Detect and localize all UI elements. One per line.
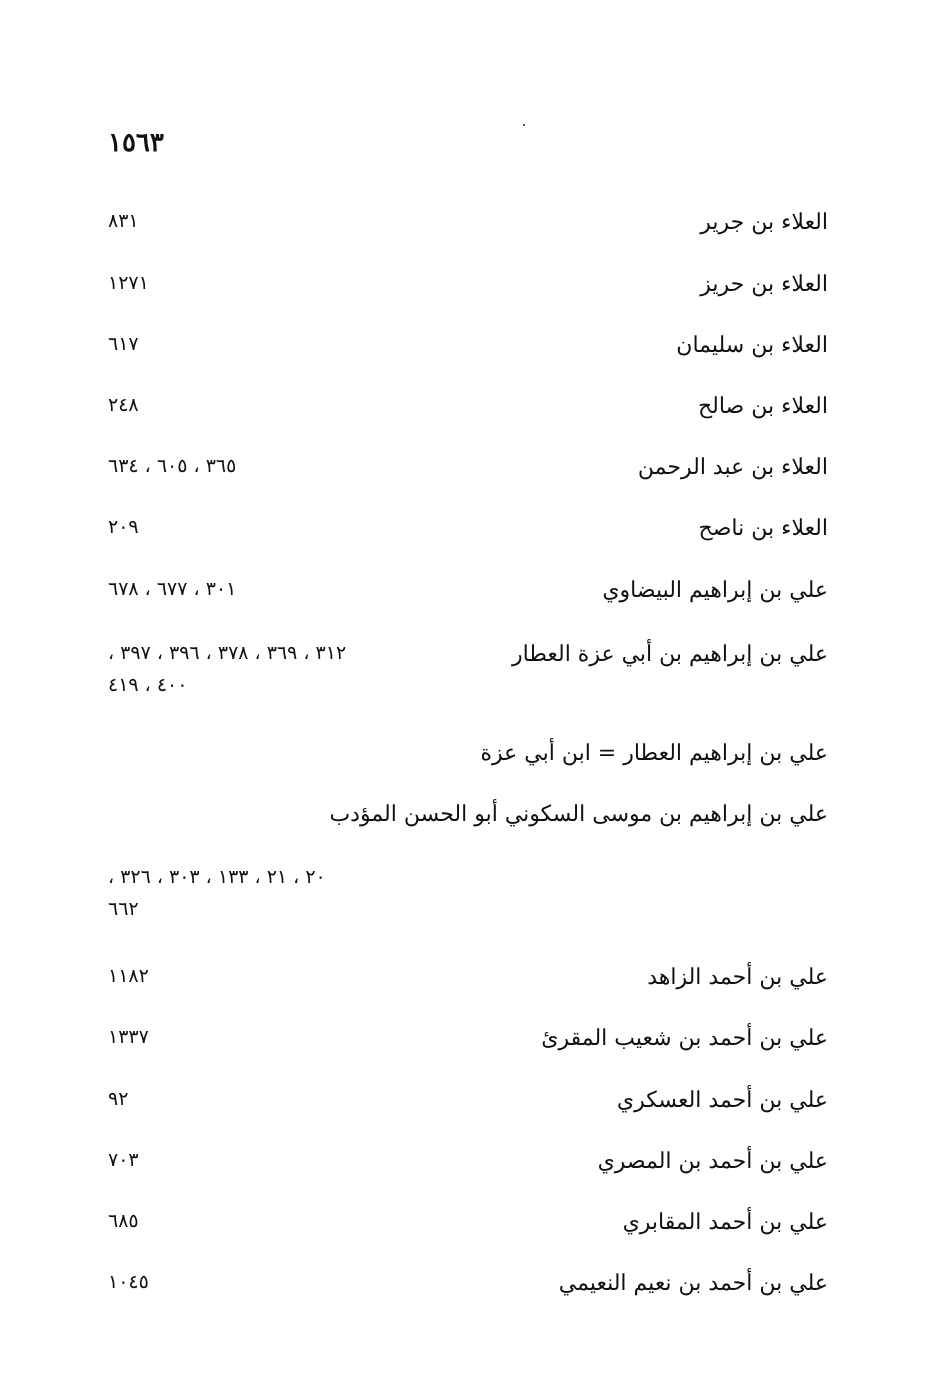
entry-name: علي بن أحمد العسكري <box>616 1088 828 1113</box>
entry-pages: ٨٣١ <box>108 210 139 232</box>
entry-name: العلاء بن ناصح <box>698 516 828 541</box>
index-entry <box>108 866 828 938</box>
entry-name: علي بن أحمد بن المصري <box>597 1149 828 1174</box>
entry-pages-continued: ٤٠٠ ، ٤١٩ <box>108 674 188 696</box>
entry-name: علي بن إبراهيم البيضاوي <box>602 578 828 603</box>
entry-name: العلاء بن جرير <box>700 210 828 235</box>
entry-name: علي بن أحمد الزاهد <box>647 965 828 990</box>
entry-pages: ٩٢ <box>108 1088 129 1110</box>
entry-name: العلاء بن حريز <box>700 272 828 297</box>
entry-pages: ٢٠ ، ٢١ ، ١٣٣ ، ٣٠٣ ، ٣٢٦ ، <box>108 866 326 888</box>
entry-pages: ٢٤٨ <box>108 394 139 416</box>
index-entry <box>108 272 828 312</box>
entry-pages: ٦١٧ <box>108 333 139 355</box>
index-entry <box>108 333 828 373</box>
index-entry <box>108 578 828 618</box>
entry-pages: ١٣٣٧ <box>108 1026 149 1048</box>
entry-name: علي بن إبراهيم بن أبي عزة العطار <box>512 642 828 667</box>
index-entry <box>108 394 828 434</box>
entry-pages: ٣٦٥ ، ٦٠٥ ، ٦٣٤ <box>108 455 237 477</box>
entry-pages: ٧٠٣ <box>108 1149 139 1171</box>
entry-pages: ٦٨٥ <box>108 1210 139 1232</box>
index-entry <box>108 1210 828 1250</box>
entry-pages: ٣٠١ ، ٦٧٧ ، ٦٧٨ <box>108 578 237 600</box>
entry-pages-continued: ٦٦٢ <box>108 898 139 920</box>
index-entry <box>108 965 828 1005</box>
index-entry <box>108 802 828 842</box>
entry-pages: ١٢٧١ <box>108 272 149 294</box>
index-entry <box>108 516 828 556</box>
entry-name: علي بن أحمد المقابري <box>622 1210 828 1235</box>
index-entry <box>108 1271 828 1311</box>
entry-pages: ٣١٢ ، ٣٦٩ ، ٣٧٨ ، ٣٩٦ ، ٣٩٧ ، <box>108 642 347 664</box>
entry-name: علي بن أحمد بن شعيب المقرئ <box>541 1026 828 1051</box>
entry-name: العلاء بن صالح <box>697 394 828 419</box>
index-entry <box>108 210 828 250</box>
index-entry <box>108 1149 828 1189</box>
entry-pages: ١١٨٢ <box>108 965 149 987</box>
index-entry <box>108 1026 828 1066</box>
entry-pages: ١٠٤٥ <box>108 1271 149 1293</box>
entry-name: علي بن إبراهيم العطار = ابن أبي عزة <box>480 741 828 766</box>
index-entry <box>108 455 828 495</box>
index-entry <box>108 1088 828 1128</box>
entry-name: علي بن إبراهيم بن موسى السكوني أبو الحسن المؤدب <box>329 802 828 827</box>
page-number: ١٥٦٣ <box>108 128 164 158</box>
index-entry <box>108 741 828 781</box>
index-entry <box>108 642 828 714</box>
entry-name: العلاء بن سليمان <box>676 333 828 358</box>
entry-name: العلاء بن عبد الرحمن <box>637 455 828 480</box>
entry-pages: ٢٠٩ <box>108 516 139 538</box>
entry-name: علي بن أحمد بن نعيم النعيمي <box>558 1271 828 1296</box>
